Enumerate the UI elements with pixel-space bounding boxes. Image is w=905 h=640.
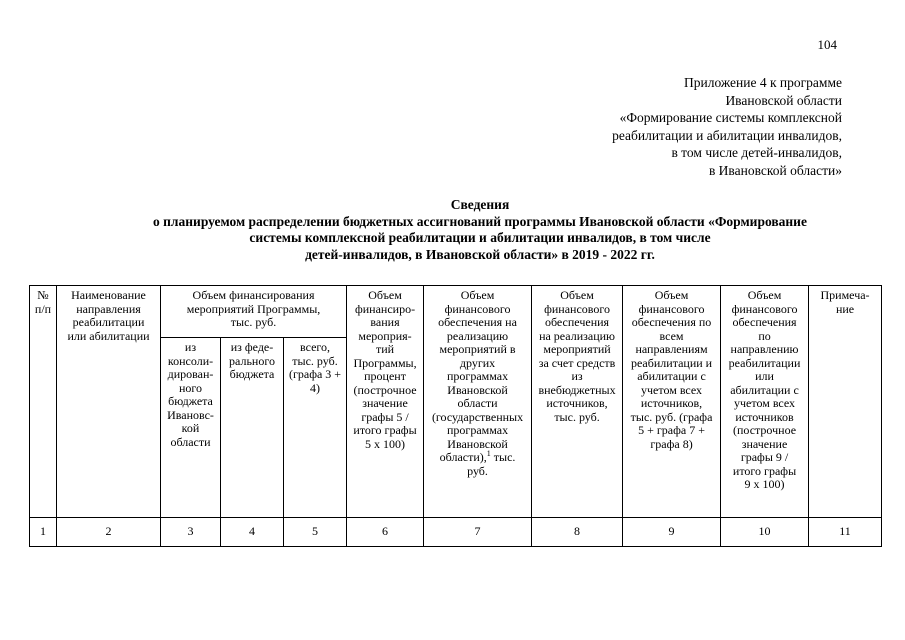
- appendix-line: «Формирование системы комплексной: [619, 110, 842, 125]
- column-number: 9: [623, 518, 721, 547]
- header-col-total: всего, тыс. руб. (графа 3 + 4): [284, 338, 347, 518]
- column-number: 2: [57, 518, 161, 547]
- column-number: 7: [424, 518, 532, 547]
- footnote-marker: 1: [486, 449, 491, 458]
- page-number: 104: [817, 37, 837, 52]
- header-col-other-programs: Объем финансового обеспечения на реализацию мероприятий в других программах Ивановской области (государственных программах Ивановской области),$^1$ тыс. руб.: [424, 286, 532, 518]
- column-number: 11: [809, 518, 882, 547]
- header-col-direction: Наименование направления реабилитации или абилитации: [57, 286, 161, 518]
- header-col-direction-share: Объем финансового обеспечения по направлению реабилитации или абилитации с учетом всех источников (построчное значение графы 9 / итого графы 9 x 100): [721, 286, 809, 518]
- header-group-program-funding: Объем финансирования мероприятий Программы, тыс. руб.: [161, 286, 347, 338]
- header-col-regional-budget: из консоли- дирован- ного бюджета Ивановс- кой области: [161, 338, 221, 518]
- appendix-line: в Ивановской области»: [708, 162, 842, 178]
- funding-table: [29, 285, 882, 547]
- column-number: 1: [30, 518, 57, 547]
- header-col-note: Примеча- ние: [809, 286, 882, 518]
- appendix-line: в том числе детей-инвалидов,: [671, 145, 842, 160]
- column-number: 6: [347, 518, 424, 547]
- header-col-all-sources: Объем финансового обеспечения по всем направлениям реабилитации и абилитации с учетом всех источников, тыс. руб. (графа 5 + графа 7 + графа 8): [623, 286, 721, 518]
- header-col-extrabudgetary: Объем финансового обеспечения на реализацию мероприятий за счет средств из внебюджетных источников, тыс. руб.: [532, 286, 623, 518]
- appendix-line: реабилитации и абилитации инвалидов,: [612, 127, 842, 143]
- column-number: 8: [532, 518, 623, 547]
- heading-line: о планируемом распределении бюджетных ассигнований программы Ивановской области «Формирование: [153, 213, 807, 229]
- header-col-number: № п/п: [30, 286, 57, 518]
- column-number: 3: [161, 518, 221, 547]
- column-number: 5: [284, 518, 347, 547]
- appendix-note: [512, 74, 842, 179]
- column-number-row: [30, 518, 882, 547]
- heading-title: Сведения: [450, 197, 510, 212]
- heading-line: системы комплексной реабилитации и абилитации инвалидов, в том числе: [249, 230, 711, 245]
- column-number: 10: [721, 518, 809, 547]
- heading-line: детей-инвалидов, в Ивановской области» в 2019 - 2022 гг.: [305, 246, 655, 262]
- column-number: 4: [221, 518, 284, 547]
- header-col-federal-budget: из феде- рального бюджета: [221, 338, 284, 518]
- appendix-line: Приложение 4 к программе: [684, 75, 842, 90]
- header-row-top: [30, 286, 882, 338]
- appendix-line: Ивановской области: [725, 92, 842, 108]
- header-col-percent: Объем финансиро- вания мероприя- тий Программы, процент (построчное значение графы 5 / итого графы 5 x 100): [347, 286, 424, 518]
- document-heading: [60, 197, 900, 263]
